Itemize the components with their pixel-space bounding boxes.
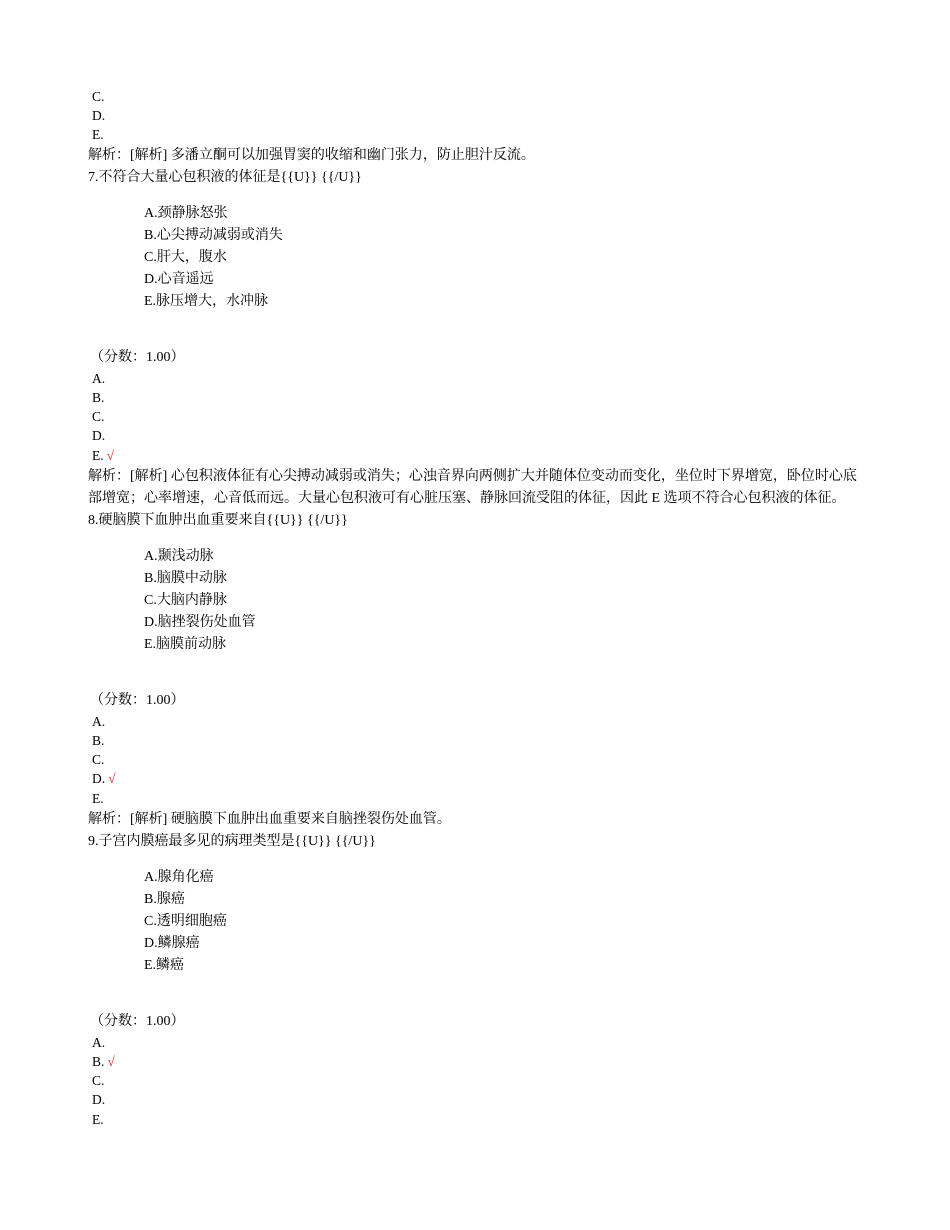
analysis-text: 解析：[解析] 多潘立酮可以加强胃窦的收缩和幽门张力，防止胆汁反流。 xyxy=(88,148,535,163)
choice-item: A.颞浅动脉 xyxy=(144,549,214,564)
choice-item: A.颈静脉怒张 xyxy=(144,206,228,221)
score-label: （分数：1.00） xyxy=(90,350,185,365)
check-mark-icon: √ xyxy=(106,448,115,463)
answer-option: D. xyxy=(92,428,106,443)
choice-item: C.大脑内静脉 xyxy=(144,593,227,608)
choice-item: A.腺角化癌 xyxy=(144,870,214,885)
choice-item: B.心尖搏动减弱或消失 xyxy=(144,228,283,243)
answer-option: D. xyxy=(92,108,106,123)
choice-item: D.脑挫裂伤处血管 xyxy=(144,615,256,630)
score-label: （分数：1.00） xyxy=(90,1014,185,1029)
answer-option: A. xyxy=(92,1035,106,1050)
choice-item: E.鳞癌 xyxy=(144,958,185,973)
answer-option: C. xyxy=(92,409,105,424)
answer-option: B. √ xyxy=(92,1054,115,1069)
choice-item: E.脉压增大，水冲脉 xyxy=(144,294,269,309)
choice-item: C.透明细胞癌 xyxy=(144,914,227,929)
answer-option: E. xyxy=(92,127,104,142)
choice-item: E.脑膜前动脉 xyxy=(144,637,227,652)
answer-option: C. xyxy=(92,89,105,104)
answer-option: B. xyxy=(92,733,105,748)
answer-option: B. xyxy=(92,390,105,405)
question-stem: 8.硬脑膜下血肿出血重要来自{{U}} {{/U}} xyxy=(88,513,348,528)
answer-option: C. xyxy=(92,752,105,767)
choice-item: B.腺癌 xyxy=(144,892,185,907)
answer-option: D. √ xyxy=(92,771,116,786)
answer-option: E. √ xyxy=(92,448,115,463)
answer-option: E. xyxy=(92,1112,104,1127)
question-stem: 7.不符合大量心包积液的体征是{{U}} {{/U}} xyxy=(88,170,362,185)
answer-option: A. xyxy=(92,714,106,729)
answer-option: A. xyxy=(92,371,106,386)
answer-option: C. xyxy=(92,1073,105,1088)
analysis-text: 解析：[解析] 心包积液体征有心尖搏动减弱或消失；心浊音界向两侧扩大并随体位变动而变化，坐位时下界增宽，卧位时心底部增宽；心率增速，心音低而远。大量心包积液可有心脏压塞、静脉回流受阻的体征，因此 E 选项不符合心包积液的体征。 xyxy=(88,469,857,506)
choice-item: B.脑膜中动脉 xyxy=(144,571,227,586)
answer-option: D. xyxy=(92,1092,106,1107)
analysis-text: 解析：[解析] 硬脑膜下血肿出血重要来自脑挫裂伤处血管。 xyxy=(88,812,451,827)
check-mark-icon: √ xyxy=(108,771,116,786)
choice-item: D.心音遥远 xyxy=(144,272,214,287)
answer-option: E. xyxy=(92,791,104,806)
check-mark-icon: √ xyxy=(107,1054,115,1069)
score-label: （分数：1.00） xyxy=(90,693,185,708)
choice-item: C.肝大，腹水 xyxy=(144,250,227,265)
question-stem: 9.子宫内膜癌最多见的病理类型是{{U}} {{/U}} xyxy=(88,834,376,849)
choice-item: D.鳞腺癌 xyxy=(144,936,200,951)
